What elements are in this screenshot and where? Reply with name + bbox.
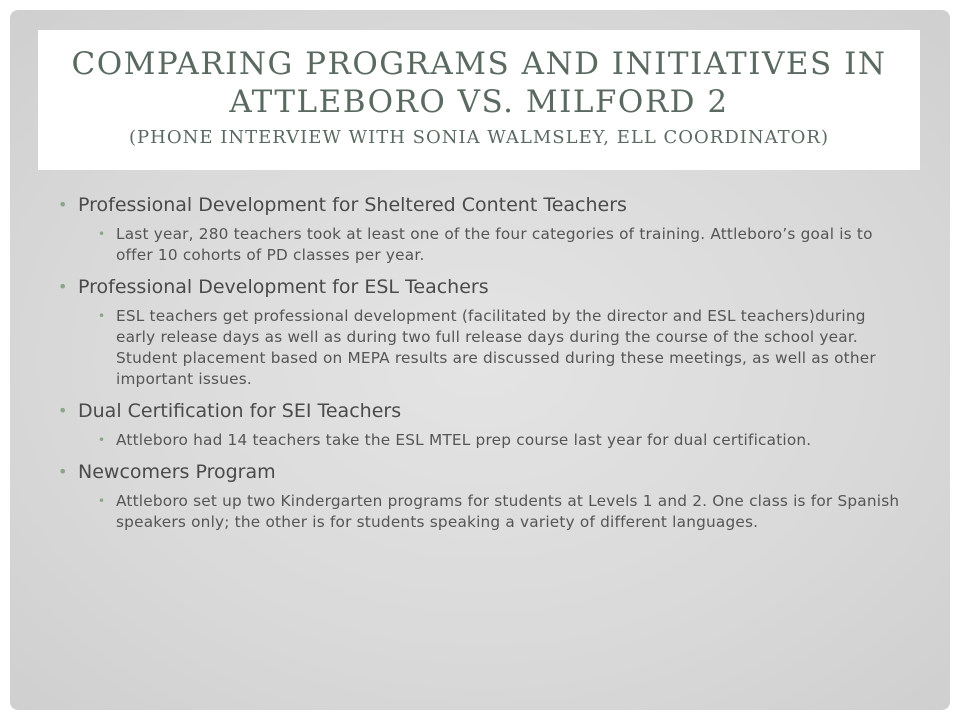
sub-bullet-icon: • bbox=[98, 494, 106, 508]
sub-bullet-icon: • bbox=[98, 309, 106, 323]
detail-text: ESL teachers get professional development (facilitated by the director and ESL teachers)during early release days as well as during two full release days during the course of the school year. Student placement based on MEPA results are discussed during these meetings, as well as other important issues. bbox=[116, 307, 876, 388]
detail-text: Attleboro set up two Kindergarten programs for students at Levels 1 and 2. One class is for Spanish speakers only; the other is for students speaking a variety of different languages. bbox=[116, 492, 900, 531]
list-item bbox=[54, 398, 909, 451]
bullet-detail bbox=[54, 224, 909, 266]
list-item bbox=[54, 192, 909, 266]
subtitle: (PHONE INTERVIEW WITH SONIA WALMSLEY, ELL COORDINATOR) bbox=[129, 127, 829, 148]
sub-bullet-icon: • bbox=[98, 227, 106, 241]
heading-text: Dual Certification for SEI Teachers bbox=[78, 400, 402, 422]
bullet-heading bbox=[54, 274, 909, 300]
bullet-icon: • bbox=[58, 462, 68, 481]
bullet-detail bbox=[54, 306, 909, 390]
bullet-heading bbox=[54, 398, 909, 424]
title-line-1: COMPARING PROGRAMS AND INITIATIVES IN bbox=[71, 46, 887, 82]
bullet-heading bbox=[54, 459, 909, 485]
list-item bbox=[54, 274, 909, 390]
bullet-detail bbox=[54, 430, 909, 451]
heading-text: Professional Development for ESL Teachers bbox=[78, 276, 489, 298]
bullet-heading bbox=[54, 192, 909, 218]
bullet-icon: • bbox=[58, 195, 68, 214]
sub-bullet-icon: • bbox=[98, 433, 106, 447]
bullet-icon: • bbox=[58, 401, 68, 420]
bullet-icon: • bbox=[58, 277, 68, 296]
slide bbox=[10, 10, 950, 710]
title-line-2: ATTLEBORO VS. MILFORD 2 bbox=[229, 84, 729, 120]
detail-text: Attleboro had 14 teachers take the ESL MTEL prep course last year for dual certification. bbox=[116, 431, 812, 449]
list-item bbox=[54, 459, 909, 533]
heading-text: Professional Development for Sheltered Content Teachers bbox=[78, 194, 627, 216]
bullet-detail bbox=[54, 491, 909, 533]
title-box bbox=[38, 30, 920, 170]
bullet-list bbox=[54, 192, 909, 541]
heading-text: Newcomers Program bbox=[78, 461, 276, 483]
detail-text: Last year, 280 teachers took at least one of the four categories of training. Attleboro’s goal is to offer 10 cohorts of PD classes per year. bbox=[116, 225, 873, 264]
